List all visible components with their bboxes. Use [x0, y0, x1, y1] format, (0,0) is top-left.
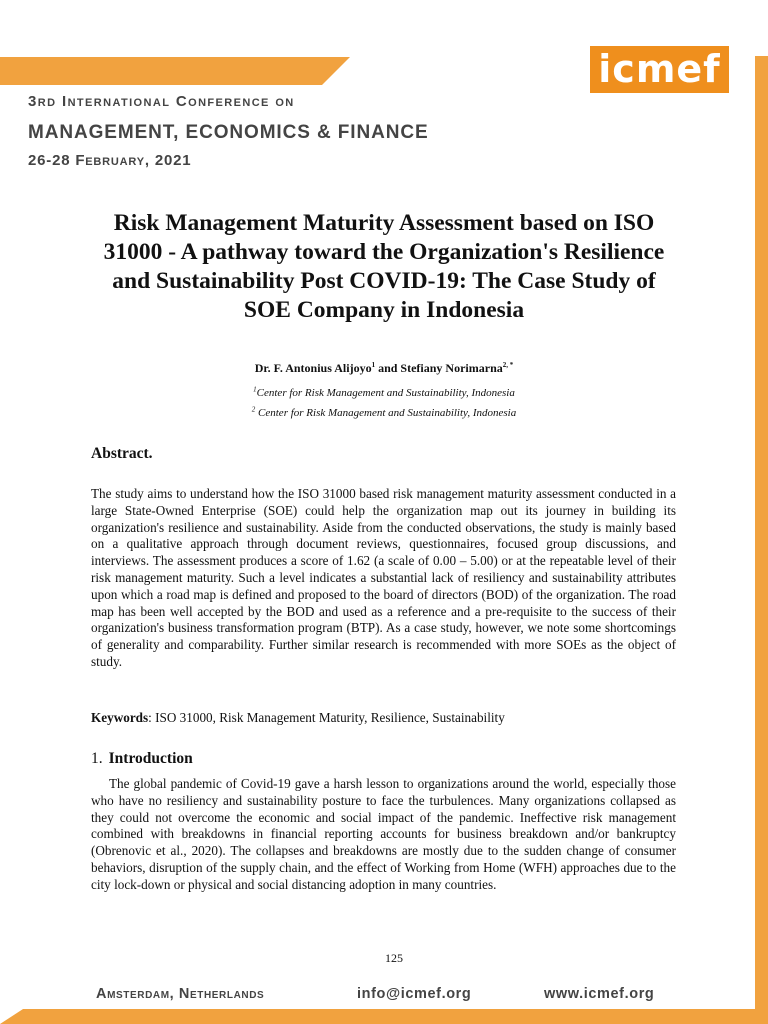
abstract-heading: Abstract.: [91, 445, 153, 462]
icmef-logo: icmef: [590, 46, 729, 93]
introduction-heading: [91, 750, 193, 768]
affiliation-2-text: Center for Risk Management and Sustainability, Indonesia: [255, 407, 517, 419]
author-line: [90, 361, 678, 376]
keywords: [91, 710, 676, 726]
footer-email[interactable]: info@icmef.org: [357, 986, 472, 1002]
author-join: and: [375, 361, 401, 375]
footer-website[interactable]: www.icmef.org: [544, 986, 655, 1002]
introduction-body: The global pandemic of Covid-19 gave a harsh lesson to organizations around the world, especially those who have no resiliency and sustainability posture to face the turbulences. Many organizations collapsed as they could not overcome the economic and social impact of the pandemic. Ineffective risk management combined with breakdowns in financial reporting accounts for business breakdown and/or bankruptcy (Obrenovic et al., 2020). The collapses and breakdowns are mostly due to the sudden change of consumer behaviors, disruption of the supply chain, and the effect of Working from Home (WFH) approaches due to the city lock-down or physical and social distancing adoption in many countries.: [91, 776, 676, 892]
affiliation-1-text: Center for Risk Management and Sustainability, Indonesia: [256, 387, 515, 399]
footer-location: Amsterdam, Netherlands: [96, 986, 265, 1002]
section-number: 1.: [91, 750, 103, 767]
affiliation-2-mark: 2: [251, 405, 256, 414]
right-orange-bar: [755, 56, 768, 1024]
abstract-body: The study aims to understand how the ISO 31000 based risk management maturity assessment conducted in a large State-Owned Enterprise (SOE) could help the organization map out its journey in building its organization's resilience and sustainability. Aside from the conducted observations, the study is mainly based on a qualitative approach through document reviews, questionnaires, focused group discussions, and interviews. The assessment produces a score of 1.62 (a scale of 0.00 – 5.00) or at the repeatable level of their risk management maturity. Such a level indicates a substantial lack of resiliency and sustainability attributes upon which a road map is defined and proposed to the board of directors (BOD) of the organization. The road map has been well accepted by the BOD and used as a reference and a pre-requisite to the success of their organization's business transformation program (BTP). As a case study, however, we note some shortcomings of generality and comparability. Further similar research is recommended with more SOEs as the object of study.: [91, 486, 676, 669]
paper-title: Risk Management Maturity Assessment based on ISO 31000 - A pathway toward the Organization's Resilience and Sustainability Post COVID-19: The Case Study of SOE Company in Indonesia: [103, 210, 665, 323]
section-title: Introduction: [108, 750, 193, 767]
affiliation-1-mark: 1: [253, 385, 257, 394]
affiliation-1: [90, 387, 678, 399]
conference-name-line1: 3rd International Conference on: [28, 93, 295, 110]
header-orange-band: [0, 57, 350, 85]
author-1-affiliation-mark: 1: [371, 361, 376, 369]
author-2: Stefiany Norimarna: [400, 361, 503, 375]
affiliation-2: [90, 407, 678, 419]
conference-name-line2: MANAGEMENT, ECONOMICS & FINANCE: [28, 122, 429, 143]
page-number: 125: [385, 951, 403, 965]
footer-orange-band: [0, 1009, 768, 1024]
author-2-affiliation-mark: 2, *: [502, 361, 514, 369]
keywords-text: : ISO 31000, Risk Management Maturity, Resilience, Sustainability: [148, 710, 505, 725]
conference-dates: 26-28 February, 2021: [28, 152, 192, 169]
author-1: Dr. F. Antonius Alijoyo: [254, 361, 372, 375]
keywords-label: Keywords: [91, 710, 149, 725]
